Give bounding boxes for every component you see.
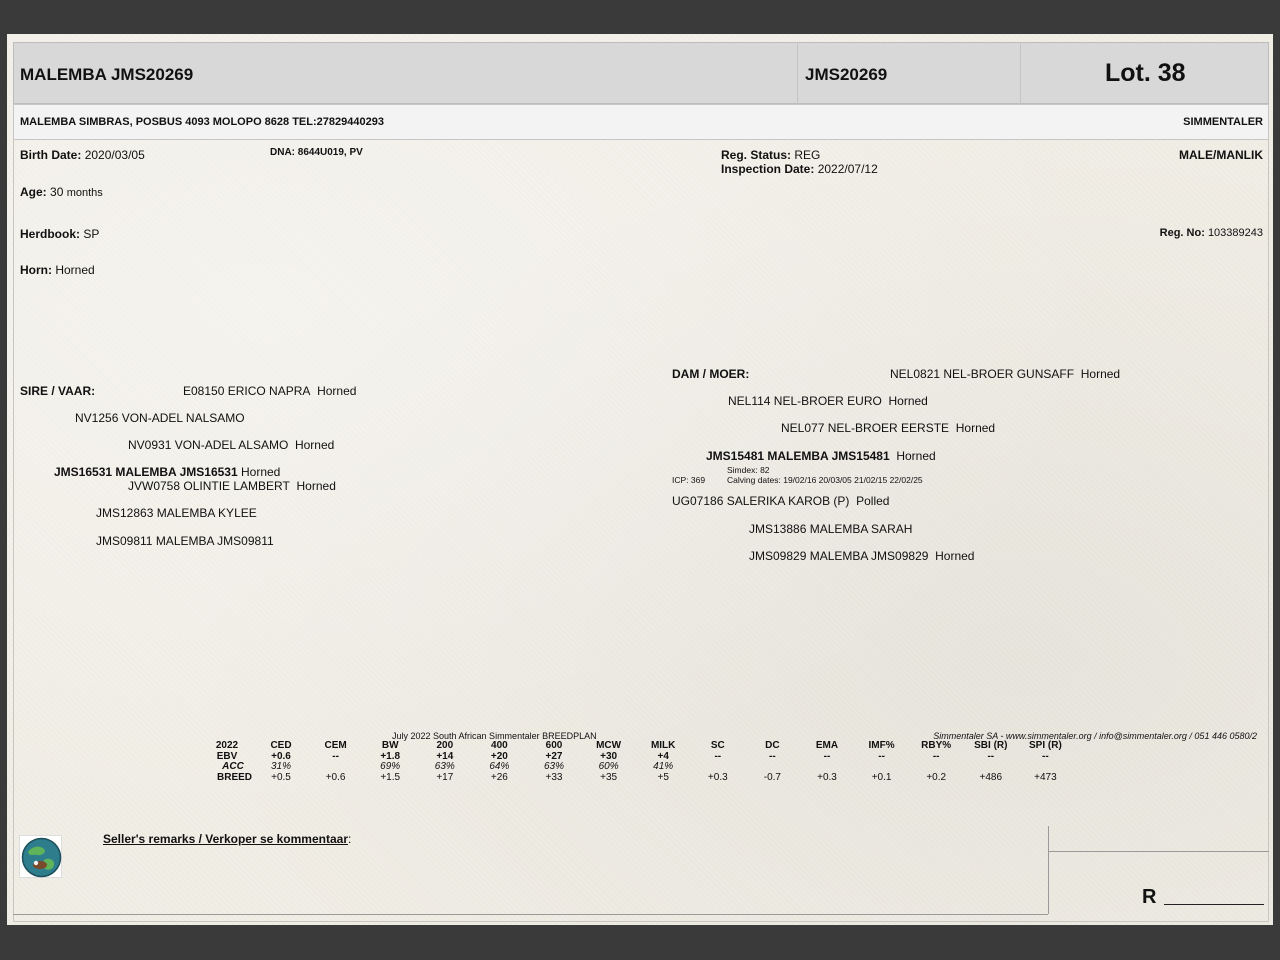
breedplan-col-breed: +5 — [657, 771, 669, 783]
sire-dam-dam: JMS09811 MALEMBA JMS09811 — [96, 534, 274, 548]
breedplan-col-breed: +0.2 — [926, 771, 947, 783]
breedplan-col-ebv: -- — [932, 750, 940, 762]
breedplan-col-name: CED — [270, 740, 292, 751]
breedplan-col-ebv: +0.6 — [271, 750, 291, 762]
age — [20, 185, 103, 199]
breedplan-title: July 2022 South African Simmentaler BREEDPLAN — [392, 731, 597, 741]
breedplan-col-ebv: +27 — [545, 750, 563, 762]
breedplan-col-breed: -0.7 — [763, 771, 781, 783]
breedplan-col-name: MILK — [650, 740, 676, 751]
breedplan-col-acc: 41% — [653, 761, 674, 772]
breedplan-column — [748, 741, 796, 783]
dam-sire-sire-horn: Horned — [1080, 367, 1121, 381]
breedplan-col-acc: 63% — [434, 761, 455, 772]
calving-dates: Calving dates: 19/02/16 20/03/05 21/02/15 22/02/25 — [727, 475, 923, 485]
birth-date-value: 2020/03/05 — [84, 148, 145, 162]
breed-label: SIMMENTALER — [1183, 116, 1263, 128]
birth-date — [20, 148, 145, 162]
breedplan-col-name: IMF% — [868, 740, 895, 751]
breedplan-column — [475, 741, 523, 783]
inspection-date-label: Inspection Date: — [721, 162, 815, 176]
remarks-hline — [1048, 851, 1269, 852]
horn-status — [20, 263, 95, 277]
reg-no — [1160, 227, 1263, 239]
breedplan-col-name: SBI (R) — [974, 740, 1008, 751]
sire-dam: JMS12863 MALEMBA KYLEE — [96, 506, 257, 520]
row-label-acc: ACC — [222, 761, 244, 772]
simmentaler-logo — [19, 835, 62, 878]
breedplan-col-ebv: -- — [987, 750, 995, 762]
reg-status-value: REG — [794, 148, 821, 162]
breedplan-col-name: 600 — [545, 740, 563, 751]
breedplan-col-breed: +26 — [490, 771, 508, 783]
breedplan-column — [803, 741, 851, 783]
breedplan-col-name: 400 — [491, 740, 508, 751]
breedplan-col-acc — [858, 762, 906, 773]
breedplan-col-ebv: +4 — [657, 750, 669, 762]
header-band — [13, 42, 1269, 104]
breedplan-col-acc — [967, 762, 1015, 773]
inspection-date — [721, 162, 878, 176]
breedplan-col-name: SPI (R) — [1029, 740, 1062, 751]
birth-date-label: Birth Date: — [20, 148, 82, 162]
dam-name: JMS15481 MALEMBA JMS15481 — [706, 449, 890, 463]
breedplan-col-breed: +35 — [600, 771, 618, 783]
dam-sire-sire — [890, 367, 1120, 381]
breedplan-column — [858, 741, 906, 783]
breedplan-col-acc — [912, 762, 960, 773]
herdbook — [20, 227, 99, 241]
sire-name: JMS16531 MALEMBA JMS16531 — [54, 465, 238, 479]
animal-id: JMS20269 — [805, 65, 888, 84]
breedplan-col-acc — [748, 762, 796, 773]
breedplan-column — [257, 741, 305, 783]
dam-label: DAM / MOER: — [672, 367, 750, 381]
breedplan-col-name: MCW — [596, 740, 622, 751]
horn-value: Horned — [55, 263, 95, 277]
dam — [706, 449, 936, 463]
herdbook-label: Herdbook: — [20, 227, 80, 241]
owner-line: MALEMBA SIMBRAS, POSBUS 4093 MOLOPO 8628 TEL:27829440293 — [20, 116, 384, 128]
age-value: 30 — [50, 185, 64, 199]
sire-sire-dam — [128, 438, 334, 452]
catalog-sheet — [7, 34, 1273, 925]
breedplan-col-breed: +33 — [545, 771, 563, 783]
price-prefix: R — [1142, 886, 1157, 908]
breedplan-col-breed: +473 — [1034, 771, 1057, 783]
dam-dam-dam-name: JMS09829 MALEMBA JMS09829 — [749, 549, 929, 563]
inspection-date-value: 2022/07/12 — [817, 162, 878, 176]
breedplan-col-breed: +0.6 — [325, 771, 346, 783]
globe-icon — [20, 836, 63, 879]
remarks-heading — [103, 832, 351, 846]
breedplan-col-ebv: -- — [1042, 750, 1049, 762]
breedplan-row-labels — [203, 741, 251, 783]
icp: ICP: 369 — [672, 475, 706, 485]
simdex: Simdex: 82 — [727, 465, 770, 475]
sire — [54, 465, 280, 479]
dam-dam-sire — [672, 494, 889, 508]
sire-sire-name: E08150 ERICO NAPRA — [183, 384, 311, 398]
breedplan-col-breed: +1.5 — [380, 771, 401, 783]
reg-no-label: Reg. No: — [1159, 227, 1205, 239]
remarks-divider — [1048, 826, 1049, 914]
breedplan-col-breed: +0.5 — [271, 771, 291, 783]
breedplan-col-acc: 64% — [489, 761, 510, 772]
breedplan-column — [639, 741, 687, 783]
breedplan-col-ebv: -- — [714, 750, 722, 762]
breedplan-column — [585, 741, 633, 783]
dam-sire-dam-horn: Horned — [955, 421, 996, 435]
remarks-colon: : — [348, 832, 352, 846]
breedplan-col-acc — [694, 762, 742, 773]
age-label: Age: — [20, 185, 47, 199]
breedplan-col-acc: 31% — [270, 761, 291, 772]
reg-no-value: 103389243 — [1207, 227, 1263, 239]
sire-sire — [183, 384, 356, 398]
breedplan-column — [530, 741, 578, 783]
dam-sire-dam-name: NEL077 NEL-BROER EERSTE — [781, 421, 950, 435]
breedplan-col-ebv: +30 — [600, 750, 618, 762]
sex-label: MALE/MANLIK — [1179, 148, 1263, 162]
breedplan-col-name: RBY% — [921, 740, 952, 751]
dam-sire-name: NEL114 NEL-BROER EURO — [728, 394, 882, 408]
breedplan-col-name: DC — [765, 740, 780, 751]
breedplan-col-ebv: -- — [332, 750, 339, 762]
breedplan-col-name: 200 — [436, 740, 454, 751]
dam-dam: JMS13886 MALEMBA SARAH — [749, 522, 913, 536]
remarks-bottom-line — [13, 914, 1048, 915]
breedplan-col-ebv: +1.8 — [380, 750, 401, 762]
horn-label: Horn: — [20, 263, 52, 277]
breedplan-column — [694, 741, 742, 783]
breedplan-column — [967, 741, 1015, 783]
dam-sire-sire-name: NEL0821 NEL-BROER GUNSAFF — [890, 367, 1075, 381]
breedplan-col-name: EMA — [815, 740, 839, 751]
header-divider — [797, 42, 798, 104]
header-divider — [1020, 42, 1021, 104]
breedplan-col-breed: +0.3 — [707, 771, 728, 783]
breedplan-col-acc — [312, 762, 360, 773]
sire-sire-dam-name: NV0931 VON-ADEL ALSAMO — [128, 438, 289, 452]
row-label-breed: BREED — [217, 771, 253, 783]
breedplan-col-acc: 60% — [598, 761, 619, 772]
sire-sire-sire: NV1256 VON-ADEL NALSAMO — [75, 411, 245, 425]
reg-status-label: Reg. Status: — [721, 148, 792, 162]
dam-sire — [728, 394, 928, 408]
dam-horn: Horned — [896, 449, 936, 463]
breedplan-col-ebv: -- — [878, 750, 885, 762]
sire-sire-dam-horn: Horned — [294, 438, 335, 452]
breedplan-col-ebv: -- — [823, 750, 831, 762]
breedplan-col-acc: 63% — [543, 761, 564, 772]
herdbook-value: SP — [83, 227, 100, 241]
remarks-label: Seller's remarks / Verkoper se kommentaar — [103, 832, 348, 846]
sire-dam-sire-name: JVW0758 OLINTIE LAMBERT — [128, 479, 290, 493]
breedplan-col-breed: +486 — [979, 771, 1003, 783]
sire-dam-sire-horn: Horned — [296, 479, 336, 493]
dna-info: DNA: 8644U019, PV — [270, 147, 363, 158]
dam-sire-dam — [781, 421, 995, 435]
sire-label: SIRE / VAAR: — [20, 384, 96, 398]
dam-dam-sire-name: UG07186 SALERIKA KAROB (P) — [672, 494, 850, 508]
breedplan-col-ebv: +14 — [436, 750, 454, 762]
sire-sire-horn: Horned — [317, 384, 357, 398]
breedplan-column — [421, 741, 469, 783]
reg-status — [721, 148, 820, 162]
breedplan-column — [366, 741, 414, 783]
lot-number: Lot. 38 — [1105, 59, 1186, 87]
breedplan-col-breed: +17 — [436, 771, 454, 783]
breedplan-col-ebv: +20 — [490, 750, 508, 762]
sire-horn: Horned — [240, 465, 281, 479]
animal-name: MALEMBA JMS20269 — [20, 65, 194, 84]
breedplan-col-acc — [803, 762, 851, 773]
breedplan-col-breed: +0.1 — [871, 771, 892, 783]
breedplan-col-breed: +0.3 — [817, 771, 837, 783]
age-unit: months — [66, 187, 103, 199]
price-line — [1164, 904, 1264, 905]
breedplan-column — [912, 741, 960, 783]
row-label-year: 2022 — [215, 740, 239, 751]
dam-dam-dam-horn: Horned — [935, 549, 975, 563]
breedplan-col-ebv: -- — [769, 750, 776, 762]
breedplan-column — [1021, 741, 1069, 783]
dam-dam-sire-horn: Polled — [856, 494, 890, 508]
row-label-ebv: EBV — [216, 750, 238, 762]
breedplan-col-name: SC — [710, 740, 725, 751]
sire-dam-sire — [128, 479, 336, 493]
dam-sire-horn: Horned — [888, 394, 928, 408]
breedplan-col-acc — [1021, 762, 1069, 773]
breedplan-col-acc: 69% — [380, 761, 401, 772]
dam-dam-dam — [749, 549, 974, 563]
breedplan-column — [312, 741, 360, 783]
breedplan-contact: Simmentaler SA - www.simmentaler.org / info@simmentaler.org / 051 446 0580/2 — [933, 731, 1257, 741]
breedplan-col-name: BW — [381, 740, 399, 751]
breedplan-col-name: CEM — [324, 740, 347, 751]
